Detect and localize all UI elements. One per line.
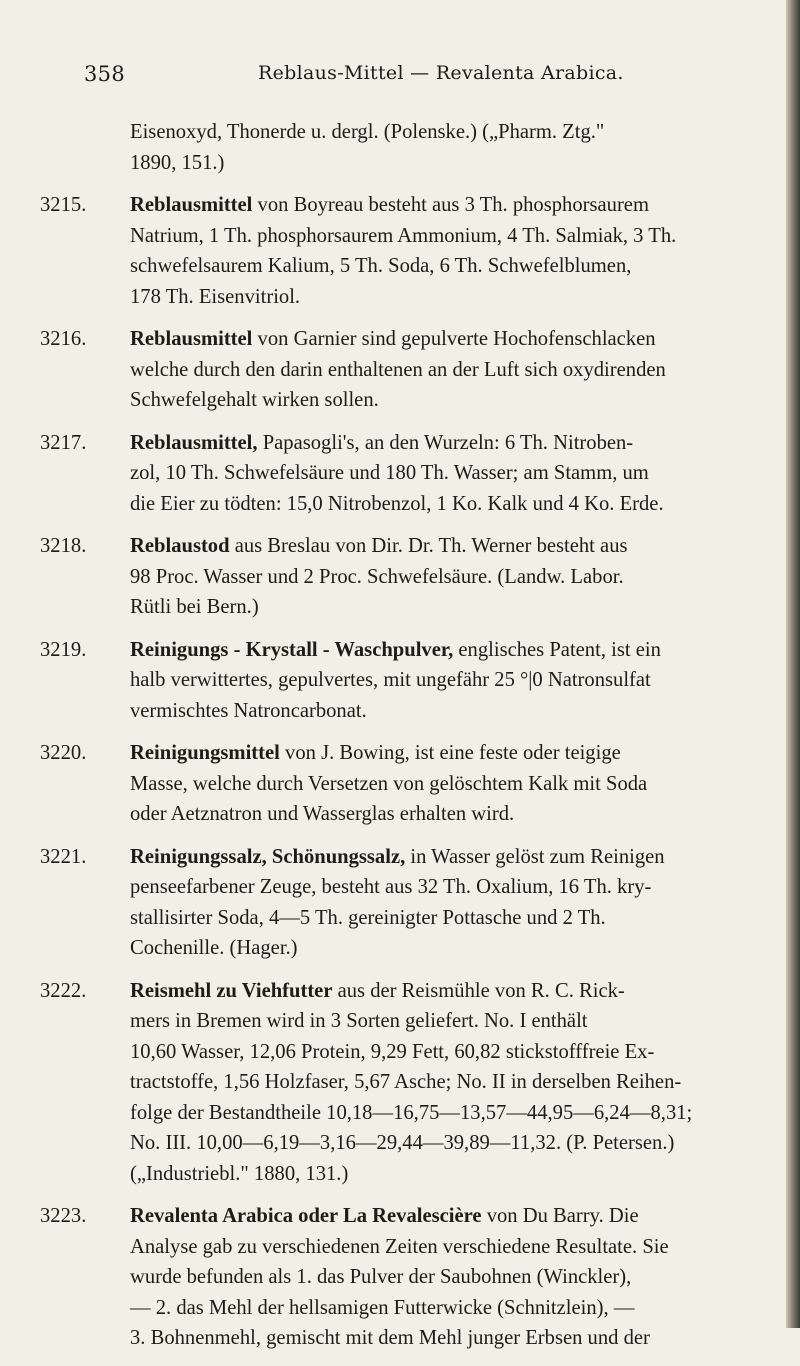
entry-number: 3223.	[40, 1205, 87, 1227]
entry-number: 3218.	[40, 535, 87, 557]
dictionary-entry	[40, 976, 776, 1190]
entry-number: 3220.	[40, 742, 87, 764]
text-line: 3. Bohnenmehl, gemischt mit dem Mehl junger Erbsen und der	[130, 1327, 650, 1349]
continued-entry	[86, 117, 776, 178]
entry-term: Reinigungssalz, Schönungssalz,	[130, 845, 406, 868]
entry-text: von Du Barry. Die	[481, 1205, 639, 1227]
text-line: halb verwittertes, gepulvertes, mit ungefähr 25 °|0 Natronsulfat	[130, 669, 651, 691]
text-line: stallisirter Soda, 4—5 Th. gereinigter Pottasche und 2 Th.	[130, 906, 606, 929]
page-body	[40, 117, 776, 1366]
dictionary-entry	[40, 324, 776, 416]
dictionary-entry	[40, 635, 776, 727]
text-line: 10,60 Wasser, 12,06 Protein, 9,29 Fett, 60,82 stickstofffreie Ex-	[130, 1040, 655, 1063]
page-header	[84, 62, 764, 96]
entry-term: Reblaustod	[130, 535, 230, 557]
entry-term: Reinigungsmittel	[130, 742, 280, 764]
entry-number: 3217.	[40, 431, 87, 454]
text-line	[130, 190, 776, 221]
text-line	[130, 1201, 776, 1232]
text-line: Masse, welche durch Versetzen von gelöschtem Kalk mit Soda	[130, 772, 648, 795]
text-line: tractstoffe, 1,56 Holzfaser, 5,67 Asche; No. II in derselben Reihen-	[130, 1071, 682, 1093]
entry-text: in Wasser gelöst zum Reinigen	[405, 845, 665, 868]
entry-text: von J. Bowing, ist eine feste oder teigige	[279, 742, 621, 764]
text-line: folge der Bestandtheile 10,18—16,75—13,57—44,95—6,24—8,31;	[130, 1101, 693, 1124]
entry-term: Reinigungs - Krystall - Waschpulver,	[130, 638, 454, 661]
text-line: wurde befunden als 1. das Pulver der Saubohnen (Winckler),	[130, 1266, 632, 1288]
dictionary-entry	[40, 1201, 776, 1354]
entry-text: aus der Reismühle von R. C. Rick-	[332, 979, 625, 1002]
entry-text: aus Breslau von Dir. Dr. Th. Werner besteht aus	[229, 535, 628, 557]
text-line: die Eier zu tödten: 15,0 Nitrobenzol, 1 Ko. Kalk und 4 Ko. Erde.	[130, 492, 664, 515]
dictionary-entry	[40, 428, 776, 520]
text-line	[130, 428, 776, 459]
text-line: No. III. 10,00—6,19—3,16—29,44—39,89—11,32. (P. Petersen.)	[130, 1132, 675, 1154]
text-line: welche durch den darin enthaltenen an der Luft sich oxydirenden	[130, 358, 666, 381]
text-line: schwefelsaurem Kalium, 5 Th. Soda, 6 Th. Schwefelblumen,	[130, 255, 632, 277]
text-line	[130, 738, 776, 769]
text-line: oder Aetznatron und Wasserglas erhalten wird.	[130, 803, 515, 825]
text-line	[130, 976, 776, 1007]
entry-number: 3216.	[40, 328, 87, 350]
dictionary-entry	[40, 738, 776, 830]
text-line	[130, 635, 776, 666]
page-edge	[786, 0, 800, 1328]
text-line: Rütli bei Bern.)	[130, 596, 259, 618]
entry-term: Reismehl zu Viehfutter	[130, 979, 333, 1002]
text-line: 98 Proc. Wasser und 2 Proc. Schwefelsäure. (Landw. Labor.	[130, 565, 624, 588]
text-line: vermischtes Natroncarbonat.	[130, 699, 367, 722]
entry-number: 3221.	[40, 845, 87, 868]
running-title: Reblaus-Mittel — Revalenta Arabica.	[258, 62, 624, 84]
page-number: 358	[84, 62, 125, 86]
text-line: 1890, 151.)	[130, 151, 225, 174]
entry-text: von Boyreau besteht aus 3 Th. phosphorsaurem	[252, 194, 649, 216]
dictionary-entry	[40, 531, 776, 623]
text-line: Natrium, 1 Th. phosphorsaurem Ammonium, 4 Th. Salmiak, 3 Th.	[130, 224, 677, 247]
entry-list	[40, 190, 776, 1354]
entry-number: 3215.	[40, 194, 87, 216]
entry-number: 3219.	[40, 638, 87, 661]
text-line: zol, 10 Th. Schwefelsäure und 180 Th. Wasser; am Stamm, um	[130, 462, 649, 484]
text-line: Eisenoxyd, Thonerde u. dergl. (Polenske.) („Pharm. Ztg."	[130, 121, 605, 143]
entry-term: Revalenta Arabica oder La Revalescière	[130, 1205, 482, 1227]
entry-term: Reblausmittel	[130, 328, 253, 350]
entry-text: Papasogli's, an den Wurzeln: 6 Th. Nitroben-	[257, 431, 634, 454]
text-line: („Industriebl." 1880, 131.)	[130, 1162, 349, 1185]
text-line	[130, 531, 776, 562]
text-line: mers in Bremen wird in 3 Sorten geliefert. No. I enthält	[130, 1010, 588, 1032]
text-line: Schwefelgehalt wirken sollen.	[130, 389, 379, 411]
entry-number: 3222.	[40, 979, 87, 1002]
entry-text: von Garnier sind gepulverte Hochofenschlacken	[252, 328, 656, 350]
dictionary-entry	[40, 190, 776, 312]
text-line	[130, 324, 776, 355]
text-line: Cochenille. (Hager.)	[130, 937, 298, 959]
entry-term: Reblausmittel	[130, 194, 253, 216]
entry-term: Reblausmittel,	[130, 431, 258, 454]
text-line: — 2. das Mehl der hellsamigen Futterwicke (Schnitzlein), —	[130, 1296, 635, 1319]
text-line	[130, 842, 776, 873]
text-line: penseefarbener Zeuge, besteht aus 32 Th. Oxalium, 16 Th. kry-	[130, 876, 652, 898]
text-line: Analyse gab zu verschiedenen Zeiten verschiedene Resultate. Sie	[130, 1235, 669, 1258]
text-line: 178 Th. Eisenvitriol.	[130, 285, 301, 308]
dictionary-entry	[40, 842, 776, 964]
entry-text: englisches Patent, ist ein	[453, 638, 661, 661]
